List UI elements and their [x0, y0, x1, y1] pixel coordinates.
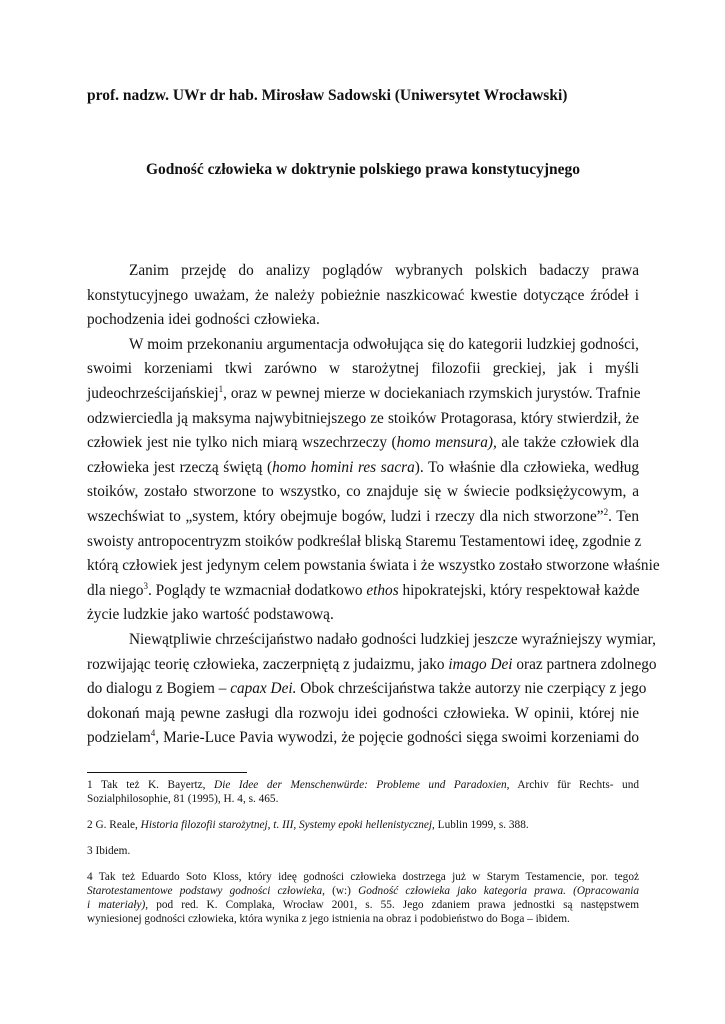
- footnote-ref[interactable]: 2: [603, 506, 609, 517]
- body-line: Niewątpliwie chrześcijaństwo nadało godności ludzkiej jeszcze wyraźniejszy wymiar,: [129, 630, 656, 648]
- body-line: stoików, zostało stworzone to wszystko, co znajduje się w świecie podksiężycowym, a: [87, 483, 639, 501]
- author-line: prof. nadzw. UWr dr hab. Mirosław Sadowski (Uniwersytet Wrocławski): [87, 87, 568, 104]
- footnotes: [87, 778, 639, 938]
- footnote-4: 4 Tak też Eduardo Soto Kloss, który ideę godności człowieka dostrzega już w Starym Testamencie, por. tegoż Starotestamentowe podstawy godności człowieka, (w:) Godność człowieka jako kategoria prawa. (Opracowania i materiały), pod red. K. Complaka, Wrocław 2001, s. 55. Jego zdaniem prawa jednostki są następstwem wyniesionej godności człowieka, która wynika z jego istnienia na obraz i podobieństwo do Boga – ibidem.: [87, 871, 640, 925]
- footnote-1: 1 Tak też K. Bayertz, Die Idee der Menschenwürde: Probleme und Paradoxien, Archiv für Rechts- und Sozialphilosophie, 81 (1995), H. 4, s. 465.: [87, 779, 639, 805]
- footnote-ref[interactable]: 4: [150, 728, 156, 739]
- footnote-3: 3 Ibidem.: [87, 845, 131, 857]
- body-line: wszechświat to „system, który obejmuje bogów, ludzi i rzeczy dla nich stworzone”$^2$. Ten: [87, 506, 639, 525]
- body-line: Zanim przejdę do analizy poglądów wybranych polskich badaczy prawa: [129, 262, 639, 279]
- body-line: pochodzenia idei godności człowieka.: [87, 311, 320, 329]
- body-line: podzielam$^4$, Marie-Luce Pavia wywodzi, że pojęcie godności sięga swoimi korzeniami do: [87, 728, 639, 747]
- body-line: dla niego$^3$. Poglądy te wzmacniał dodatkowo ethos hipokratejski, który respektował każde: [87, 580, 640, 599]
- footnote-ref[interactable]: 3: [143, 580, 148, 591]
- body-line: swoisty antropocentryzm stoików podkreślał bliską Staremu Testamentowi ideę, zgodnie z: [87, 532, 642, 550]
- footnote-separator: [87, 772, 247, 773]
- body-line: odzwierciedla ją maksyma najwybitniejszego ze stoików Protagorasa, który stwierdził, że: [87, 409, 639, 427]
- body-line: swoimi korzeniami tkwi zarówno w starożytnej filozofii greckiej, jak i myśli: [87, 360, 639, 378]
- body-line: człowiek jest nie tylko nich miarą wszechrzeczy (homo mensura), ale także człowiek dla: [87, 434, 639, 452]
- body-line: konstytucyjnego uważam, że należy pobieżnie naszkicować kwestie dotyczące źródeł i: [87, 286, 639, 304]
- body-line: judeochrześcijańskiej$^1$, oraz w pewnej mierze w dociekaniach rzymskich jurystów. Trafnie: [87, 383, 641, 402]
- body-line: dokonań mają pewne zasługi dla rozwoju idei godności człowieka. W opinii, której nie: [87, 704, 639, 722]
- article-body: [87, 259, 660, 751]
- article-title: Godność człowieka w doktrynie polskiego prawa konstytucyjnego: [145, 161, 581, 178]
- body-line: człowieka jest rzeczą świętą (homo homini res sacra). To właśnie dla człowieka, według: [87, 458, 639, 476]
- body-line: którą człowiek jest jedynym celem powstania świata i że wszystko zostało stworzone właśnie: [87, 557, 660, 575]
- footnote-2: 2 G. Reale, Historia filozofii starożytnej, t. III, Systemy epoki hellenistycznej, Lublin 1999, s. 388.: [87, 819, 529, 831]
- footnote-ref[interactable]: 1: [218, 383, 224, 394]
- body-line: życie ludzkie jako wartość podstawową.: [87, 606, 334, 624]
- body-line: rozwijając teorię człowieka, zaczerpniętą z judaizmu, jako imago Dei oraz partnera zdolnego: [87, 655, 657, 673]
- body-line: W moim przekonaniu argumentacja odwołująca się do kategorii ludzkiej godności,: [129, 335, 639, 353]
- body-line: do dialogu z Bogiem – capax Dei. Obok chrześcijaństwa także autorzy nie czerpiący z jego: [87, 680, 647, 698]
